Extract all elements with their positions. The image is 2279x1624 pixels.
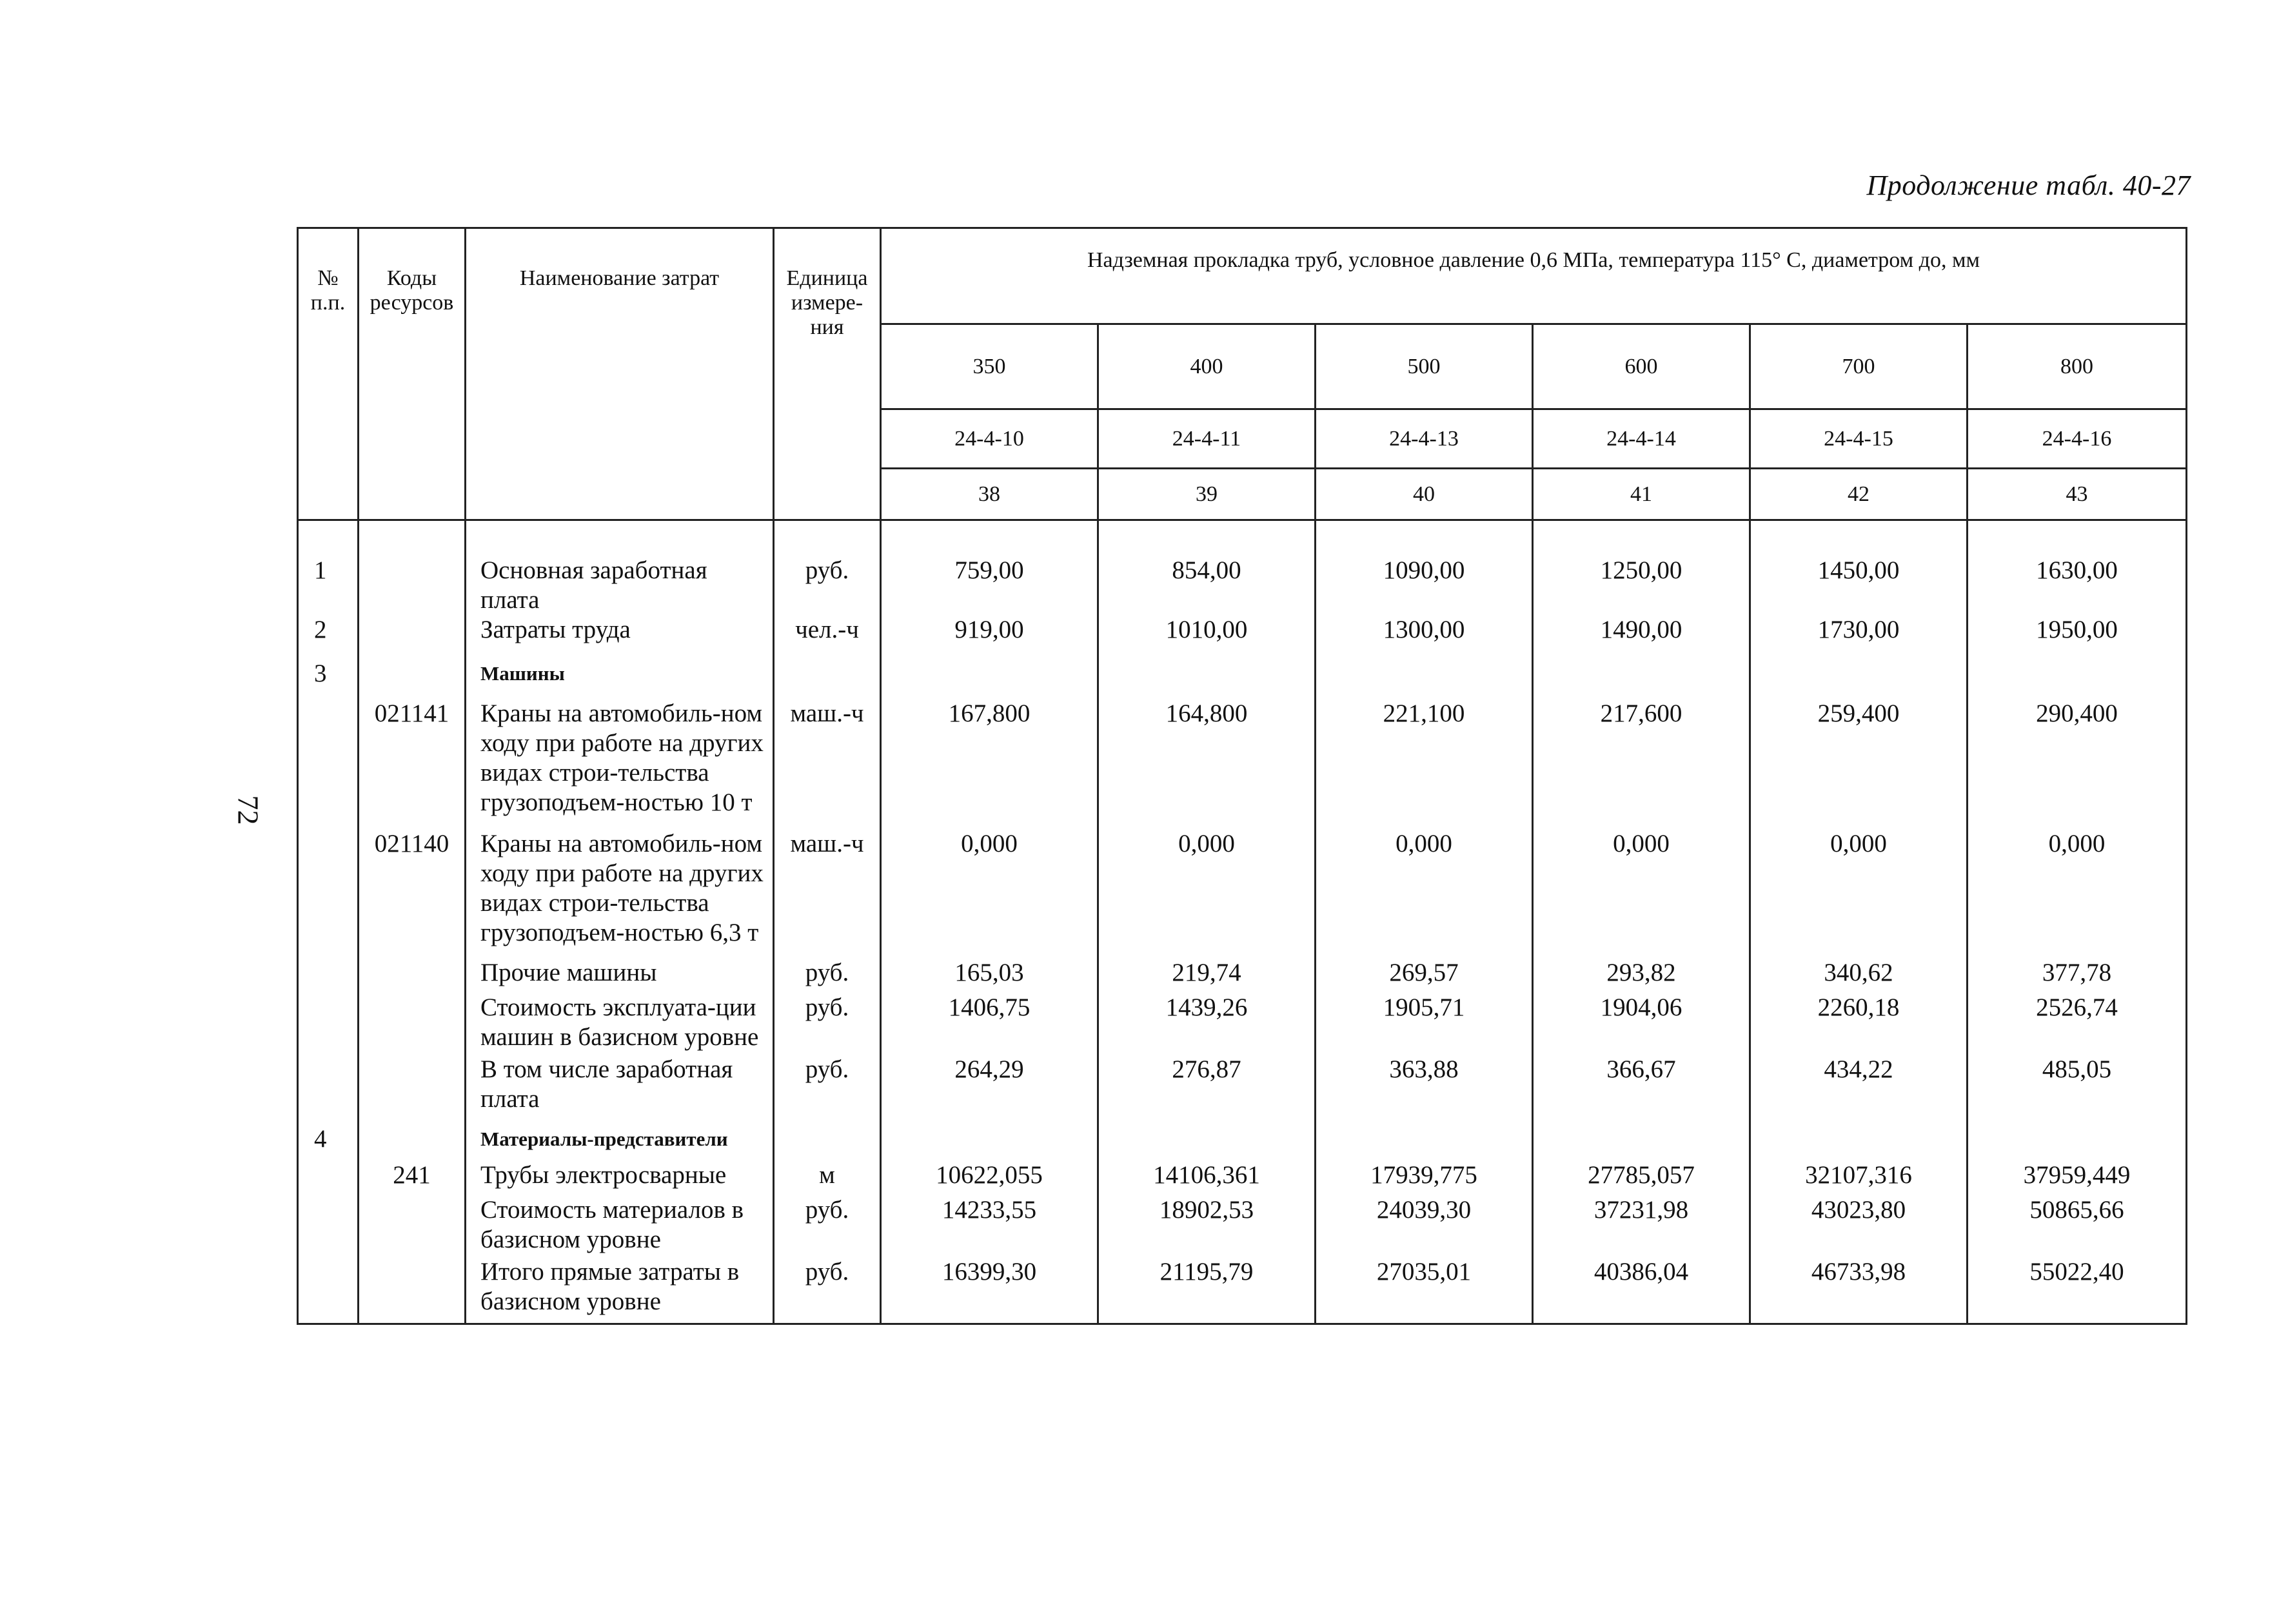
resource-code — [359, 1052, 466, 1114]
table-row — [298, 817, 2187, 948]
header-diameter: 800 — [1968, 324, 2187, 409]
cost-value: 1300,00 — [1316, 615, 1533, 645]
table-row — [298, 689, 2187, 817]
cost-value: 293,82 — [1533, 948, 1750, 988]
unit-of-measure: м — [774, 1154, 881, 1190]
table-row — [298, 1190, 2187, 1255]
cost-value: 1905,71 — [1316, 988, 1533, 1052]
row-number — [298, 948, 359, 988]
cost-value: 366,67 — [1533, 1052, 1750, 1114]
cost-value: 1450,00 — [1750, 520, 1968, 616]
resource-code — [359, 645, 466, 689]
unit-of-measure: маш.-ч — [774, 817, 881, 948]
header-norm-code: 24-4-14 — [1533, 409, 1750, 469]
table-row — [298, 948, 2187, 988]
cost-value: 21195,79 — [1098, 1255, 1316, 1324]
cost-value: 0,000 — [1750, 817, 1968, 948]
cost-table — [297, 227, 2187, 1325]
cost-value: 1630,00 — [1968, 520, 2187, 616]
table-row — [298, 988, 2187, 1052]
cost-value: 919,00 — [881, 615, 1098, 645]
cost-value — [881, 645, 1098, 689]
unit-of-measure: чел.-ч — [774, 615, 881, 645]
resource-code: 241 — [359, 1154, 466, 1190]
row-number — [298, 817, 359, 948]
cost-value: 2526,74 — [1968, 988, 2187, 1052]
header-codes: Коды ресурсов — [359, 228, 466, 520]
cost-name: Стоимость материалов в базисном уровне — [466, 1190, 774, 1255]
cost-value — [1750, 645, 1968, 689]
header-column-number: 40 — [1316, 469, 1533, 520]
resource-code — [359, 615, 466, 645]
cost-value — [1533, 1114, 1750, 1154]
header-name: Наименование затрат — [466, 228, 774, 520]
cost-value: 37231,98 — [1533, 1190, 1750, 1255]
cost-name: Краны на автомобиль-ном ходу при работе на других видах строи-тельства грузоподъем-ностью 6,3 т — [466, 817, 774, 948]
header-column-number: 43 — [1968, 469, 2187, 520]
cost-value: 2260,18 — [1750, 988, 1968, 1052]
header-norm-code: 24-4-15 — [1750, 409, 1968, 469]
cost-value — [1533, 645, 1750, 689]
cost-value — [1968, 645, 2187, 689]
table-row — [298, 520, 2187, 616]
header-norm-code: 24-4-16 — [1968, 409, 2187, 469]
cost-value: 1950,00 — [1968, 615, 2187, 645]
cost-value: 16399,30 — [881, 1255, 1098, 1324]
header-column-number: 41 — [1533, 469, 1750, 520]
cost-value: 0,000 — [1968, 817, 2187, 948]
cost-value: 434,22 — [1750, 1052, 1968, 1114]
cost-name: Краны на автомобиль-ном ходу при работе на других видах строи-тельства грузоподъем-ностью 10 т — [466, 689, 774, 817]
row-number: 4 — [298, 1114, 359, 1154]
cost-value: 43023,80 — [1750, 1190, 1968, 1255]
table-row — [298, 1052, 2187, 1114]
cost-value: 55022,40 — [1968, 1255, 2187, 1324]
header-diameter: 500 — [1316, 324, 1533, 409]
cost-value: 377,78 — [1968, 948, 2187, 988]
cost-value: 165,03 — [881, 948, 1098, 988]
cost-value: 1010,00 — [1098, 615, 1316, 645]
cost-value: 340,62 — [1750, 948, 1968, 988]
unit-of-measure — [774, 1114, 881, 1154]
cost-value — [1968, 1114, 2187, 1154]
unit-of-measure: руб. — [774, 520, 881, 616]
cost-value: 167,800 — [881, 689, 1098, 817]
resource-code — [359, 1255, 466, 1324]
resource-code — [359, 988, 466, 1052]
cost-value: 27785,057 — [1533, 1154, 1750, 1190]
cost-value: 0,000 — [1098, 817, 1316, 948]
cost-value: 10622,055 — [881, 1154, 1098, 1190]
header-column-number: 38 — [881, 469, 1098, 520]
cost-value — [881, 1114, 1098, 1154]
cost-value: 221,100 — [1316, 689, 1533, 817]
cost-value: 1090,00 — [1316, 520, 1533, 616]
cost-value: 46733,98 — [1750, 1255, 1968, 1324]
cost-value: 40386,04 — [1533, 1255, 1750, 1324]
resource-code — [359, 520, 466, 616]
cost-value: 18902,53 — [1098, 1190, 1316, 1255]
header-column-number: 39 — [1098, 469, 1316, 520]
cost-value: 1904,06 — [1533, 988, 1750, 1052]
row-number — [298, 988, 359, 1052]
cost-value: 24039,30 — [1316, 1190, 1533, 1255]
cost-value: 269,57 — [1316, 948, 1533, 988]
cost-value — [1098, 645, 1316, 689]
resource-code — [359, 1114, 466, 1154]
cost-value — [1750, 1114, 1968, 1154]
cost-value: 1730,00 — [1750, 615, 1968, 645]
row-number — [298, 1052, 359, 1114]
cost-value: 1406,75 — [881, 988, 1098, 1052]
cost-value: 32107,316 — [1750, 1154, 1968, 1190]
unit-of-measure: руб. — [774, 1190, 881, 1255]
table-caption: Продолжение табл. 40-27 — [1866, 170, 2191, 201]
cost-value: 1250,00 — [1533, 520, 1750, 616]
cost-value: 1439,26 — [1098, 988, 1316, 1052]
cost-value: 363,88 — [1316, 1052, 1533, 1114]
cost-value: 219,74 — [1098, 948, 1316, 988]
table-row — [298, 615, 2187, 645]
cost-value: 259,400 — [1750, 689, 1968, 817]
cost-value: 0,000 — [1316, 817, 1533, 948]
resource-code — [359, 948, 466, 988]
resource-code — [359, 1190, 466, 1255]
cost-value: 264,29 — [881, 1052, 1098, 1114]
unit-of-measure: руб. — [774, 1052, 881, 1114]
cost-value: 276,87 — [1098, 1052, 1316, 1114]
row-number: 2 — [298, 615, 359, 645]
cost-value: 485,05 — [1968, 1052, 2187, 1114]
cost-name: Прочие машины — [466, 948, 774, 988]
header-column-number: 42 — [1750, 469, 1968, 520]
header-diameter: 700 — [1750, 324, 1968, 409]
table-row — [298, 645, 2187, 689]
cost-value: 0,000 — [881, 817, 1098, 948]
header-norm-code: 24-4-13 — [1316, 409, 1533, 469]
row-number — [298, 1190, 359, 1255]
header-diameter: 600 — [1533, 324, 1750, 409]
cost-value: 854,00 — [1098, 520, 1316, 616]
header-norm-code: 24-4-11 — [1098, 409, 1316, 469]
unit-of-measure: руб. — [774, 1255, 881, 1324]
cost-value: 290,400 — [1968, 689, 2187, 817]
table-row — [298, 1255, 2187, 1324]
row-number — [298, 1255, 359, 1324]
cost-value — [1098, 1114, 1316, 1154]
cost-value: 1490,00 — [1533, 615, 1750, 645]
cost-value: 27035,01 — [1316, 1255, 1533, 1324]
page-number: 72 — [232, 795, 265, 825]
section-heading: Материалы-представители — [466, 1114, 774, 1154]
cost-name: Итого прямые затраты в базисном уровне — [466, 1255, 774, 1324]
cost-value: 37959,449 — [1968, 1154, 2187, 1190]
header-norm-code: 24-4-10 — [881, 409, 1098, 469]
unit-of-measure: руб. — [774, 948, 881, 988]
resource-code: 021140 — [359, 817, 466, 948]
header-diameter: 400 — [1098, 324, 1316, 409]
unit-of-measure: руб. — [774, 988, 881, 1052]
cost-value — [1316, 1114, 1533, 1154]
header-unit: Единица измере-ния — [774, 228, 881, 520]
row-number — [298, 1154, 359, 1190]
cost-name: Основная заработная плата — [466, 520, 774, 616]
row-number: 1 — [298, 520, 359, 616]
cost-name: Стоимость эксплуата-ции машин в базисном уровне — [466, 988, 774, 1052]
cost-value: 164,800 — [1098, 689, 1316, 817]
cost-name: В том числе заработная плата — [466, 1052, 774, 1114]
header-group: Надземная прокладка труб, условное давление 0,6 МПа, температура 115° С, диаметром до, мм — [881, 228, 2187, 324]
row-number — [298, 689, 359, 817]
cost-name: Трубы электросварные — [466, 1154, 774, 1190]
unit-of-measure — [774, 645, 881, 689]
cost-value — [1316, 645, 1533, 689]
cost-value: 50865,66 — [1968, 1190, 2187, 1255]
header-diameter: 350 — [881, 324, 1098, 409]
row-number: 3 — [298, 645, 359, 689]
cost-name: Затраты труда — [466, 615, 774, 645]
table-row — [298, 1154, 2187, 1190]
section-heading: Машины — [466, 645, 774, 689]
cost-value: 217,600 — [1533, 689, 1750, 817]
resource-code: 021141 — [359, 689, 466, 817]
cost-value: 0,000 — [1533, 817, 1750, 948]
cost-value: 14233,55 — [881, 1190, 1098, 1255]
header-num: № п.п. — [298, 228, 359, 520]
cost-value: 759,00 — [881, 520, 1098, 616]
cost-value: 17939,775 — [1316, 1154, 1533, 1190]
unit-of-measure: маш.-ч — [774, 689, 881, 817]
table-row — [298, 1114, 2187, 1154]
cost-value: 14106,361 — [1098, 1154, 1316, 1190]
